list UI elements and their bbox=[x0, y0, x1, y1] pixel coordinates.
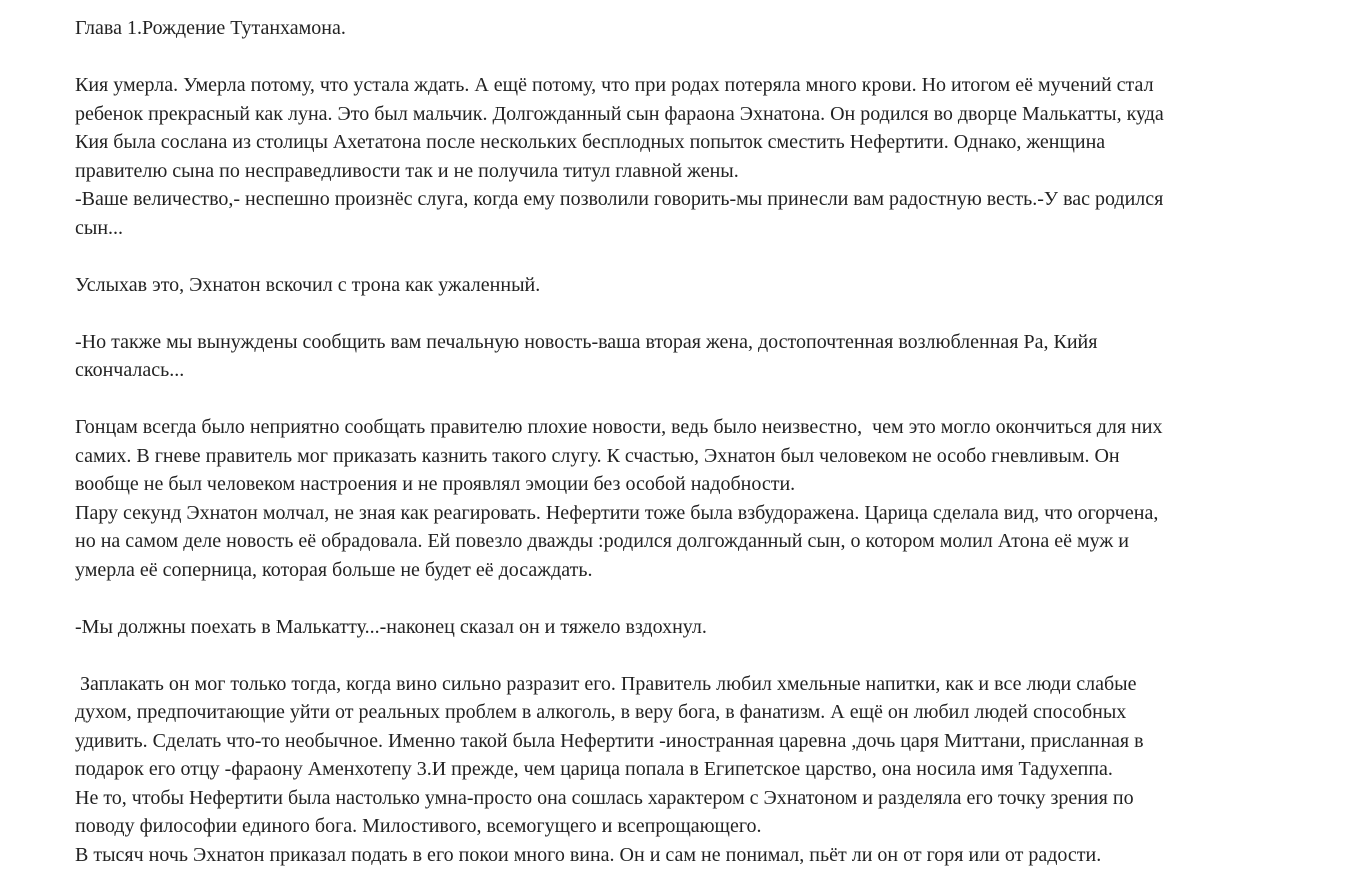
text-line: -Ваше величество,- неспешно произнёс слуга, когда ему позволили говорить-мы принесли вам радостную весть.-У вас родился bbox=[75, 185, 1315, 214]
paragraph-3 bbox=[75, 271, 1315, 300]
text-line: правителю сына по несправедливости так и не получила титул главной жены. bbox=[75, 157, 1315, 186]
text-line: Гонцам всегда было неприятно сообщать правителю плохие новости, ведь было неизвестно, чем это могло окончиться для них bbox=[75, 413, 1315, 442]
text-line: ребенок прекрасный как луна. Это был мальчик. Долгожданный сын фараона Эхнатона. Он родился во дворце Малькатты, куда bbox=[75, 100, 1315, 129]
text-line: но на самом деле новость её обрадовала. Ей повезло дважды :родился долгожданный сын, о котором молил Атона её муж и bbox=[75, 527, 1315, 556]
text-line: скончалась... bbox=[75, 356, 1315, 385]
text-line: удивить. Сделать что-то необычное. Именно такой была Нефертити -иностранная царевна ,дочь царя Миттани, присланная в bbox=[75, 727, 1315, 756]
text-line: поводу философии единого бога. Милостивого, всемогущего и всепрощающего. bbox=[75, 812, 1315, 841]
text-line: Кия умерла. Умерла потому, что устала ждать. А ещё потому, что при родах потеряла много крови. Но итогом её мучений стал bbox=[75, 71, 1315, 100]
paragraph-8 bbox=[75, 670, 1315, 784]
text-line: В тысяч ночь Эхнатон приказал подать в его покои много вина. Он и сам не понимал, пьёт ли он от горя или от радости. bbox=[75, 841, 1315, 869]
paragraph-1 bbox=[75, 71, 1315, 185]
text-line: Не то, чтобы Нефертити была настолько умна-просто она сошлась характером с Эхнатоном и разделяла его точку зрения по bbox=[75, 784, 1315, 813]
text-line: -Но также мы вынуждены сообщить вам печальную новость-ваша вторая жена, достопочтенная возлюбленная Ра, Кийя bbox=[75, 328, 1315, 357]
paragraph-gap bbox=[75, 242, 1315, 271]
text-line: Кия была сослана из столицы Ахетатона после нескольких бесплодных попыток сместить Нефертити. Однако, женщина bbox=[75, 128, 1315, 157]
paragraph-4 bbox=[75, 328, 1315, 385]
paragraph-gap bbox=[75, 385, 1315, 414]
paragraph-2 bbox=[75, 185, 1315, 242]
paragraph-gap bbox=[75, 584, 1315, 613]
paragraph-gap bbox=[75, 43, 1315, 72]
text-line: сын... bbox=[75, 214, 1315, 243]
document-body bbox=[75, 14, 1315, 869]
text-line: самих. В гневе правитель мог приказать казнить такого слугу. К счастью, Эхнатон был человеком не особо гневливым. Он bbox=[75, 442, 1315, 471]
paragraph-5 bbox=[75, 413, 1315, 499]
text-line: духом, предпочитающие уйти от реальных проблем в алкоголь, в веру бога, в фанатизм. А ещё он любил людей способных bbox=[75, 698, 1315, 727]
paragraph-9 bbox=[75, 784, 1315, 869]
paragraph-gap bbox=[75, 641, 1315, 670]
text-line: Услыхав это, Эхнатон вскочил с трона как ужаленный. bbox=[75, 271, 1315, 300]
text-line: подарок его отцу -фараону Аменхотепу 3.И прежде, чем царица попала в Египетское царство, она носила имя Тадухеппа. bbox=[75, 755, 1315, 784]
chapter-title: Глава 1.Рождение Тутанхамона. bbox=[75, 14, 1315, 43]
paragraph-6 bbox=[75, 499, 1315, 585]
text-line: Пару секунд Эхнатон молчал, не зная как реагировать. Нефертити тоже была взбудоражена. Царица сделала вид, что огорчена, bbox=[75, 499, 1315, 528]
paragraph-gap bbox=[75, 299, 1315, 328]
text-line: Заплакать он мог только тогда, когда вино сильно разразит его. Правитель любил хмельные напитки, как и все люди слабые bbox=[75, 670, 1315, 699]
text-line: умерла её соперница, которая больше не будет её досаждать. bbox=[75, 556, 1315, 585]
text-line: -Мы должны поехать в Малькатту...-наконец сказал он и тяжело вздохнул. bbox=[75, 613, 1315, 642]
text-line: вообще не был человеком настроения и не проявлял эмоции без особой надобности. bbox=[75, 470, 1315, 499]
paragraph-7 bbox=[75, 613, 1315, 642]
